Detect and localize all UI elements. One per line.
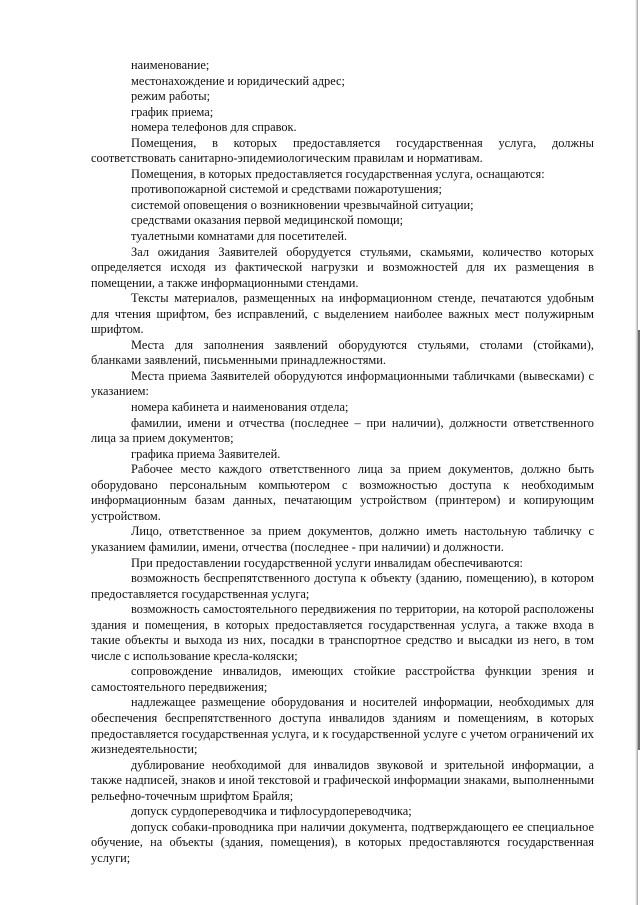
- paragraph: возможность беспрепятственного доступа к объекту (зданию, помещению), в котором предоставляется государственная услуга;: [91, 571, 594, 601]
- paragraph: надлежащее размещение оборудования и носителей информации, необходимых для обеспечения беспрепятственного доступа инвалидов зданиям и помещениям, в которых предоставляется государственная услуга, и к государственной услуге с учетом ограничений их жизнедеятельности;: [91, 695, 594, 757]
- list-item: режим работы;: [131, 89, 211, 104]
- paragraph: Помещения, в которых предоставляется государственная услуга, оснащаются:: [131, 166, 545, 181]
- paragraph: Места приема Заявителей оборудуются информационными табличками (вывесками) с указанием:: [91, 368, 594, 399]
- list-item: туалетными комнатами для посетителей.: [131, 229, 348, 244]
- paragraph: возможность самостоятельного передвижения по территории, на которой расположены здания и помещения, в которых предоставляется государственная услуга, а также входа в такие объекты и выхода из них, посадки в транспортное средство и высадки из него, в том числе с использование кресла-коляски;: [91, 602, 594, 663]
- paragraph: фамилии, имени и отчества (последнее – при наличии), должности ответственного лица за прием документов;: [91, 415, 594, 446]
- paragraph: Лицо, ответственное за прием документов, должно иметь настольную табличку с указанием фамилии, имени, отчества (последнее - при наличии) и должности.: [91, 524, 594, 554]
- paragraph: допуск собаки-проводника при наличии документа, подтверждающего ее специальное обучение, на объекты (здания, помещения), в которых предоставляются государственная услуги;: [91, 819, 594, 865]
- list-item: номера телефонов для справок.: [131, 120, 297, 135]
- list-item: системой оповещения о возникновении чрезвычайной ситуации;: [131, 197, 474, 212]
- list-item: графика приема Заявителей.: [131, 446, 281, 461]
- paragraph: Зал ожидания Заявителей оборудуется стульями, скамьями, количество которых определяется исходя из фактической нагрузки и возможностей для их размещения в помещении, а также информационными стендами.: [91, 244, 594, 290]
- list-item: противопожарной системой и средствами пожаротушения;: [131, 182, 442, 197]
- list-item: график приема;: [131, 104, 214, 119]
- list-item: допуск сурдопереводчика и тифлосурдопереводчика;: [131, 804, 412, 819]
- paragraph: дублирование необходимой для инвалидов звуковой и зрительной информации, а также надписей, знаков и иной текстовой и графической информации знаками, выполненными рельефно-точечным шрифтом Брайля;: [91, 757, 594, 803]
- list-item: местонахождение и юридический адрес;: [131, 73, 345, 88]
- paragraph: Места для заполнения заявлений оборудуются стульями, столами (стойками), бланками заявлений, письменными принадлежностями.: [91, 337, 594, 368]
- list-item: номера кабинета и наименования отдела;: [131, 400, 349, 415]
- paragraph: сопровождение инвалидов, имеющих стойкие расстройства функции зрения и самостоятельного передвижения;: [91, 664, 594, 694]
- list-item: наименование;: [131, 58, 210, 72]
- document-body: [91, 58, 594, 866]
- list-item: средствами оказания первой медицинской помощи;: [131, 213, 404, 228]
- paragraph: При предоставлении государственной услуги инвалидам обеспечиваются:: [131, 555, 523, 570]
- paragraph: Помещения, в которых предоставляется государственная услуга, должны соответствовать санитарно-эпидемиологическим правилам и нормативам.: [91, 135, 594, 166]
- paragraph: Тексты материалов, размещенных на информационном стенде, печатаются удобным для чтения шрифтом, без исправлений, с выделением наиболее важных мест полужирным шрифтом.: [91, 291, 594, 337]
- paragraph: Рабочее место каждого ответственного лица за прием документов, должно быть оборудовано персональным компьютером с возможностью доступа к необходимым информационным базам данных, печатающим устройством (принтером) и копирующим устройством.: [91, 462, 594, 523]
